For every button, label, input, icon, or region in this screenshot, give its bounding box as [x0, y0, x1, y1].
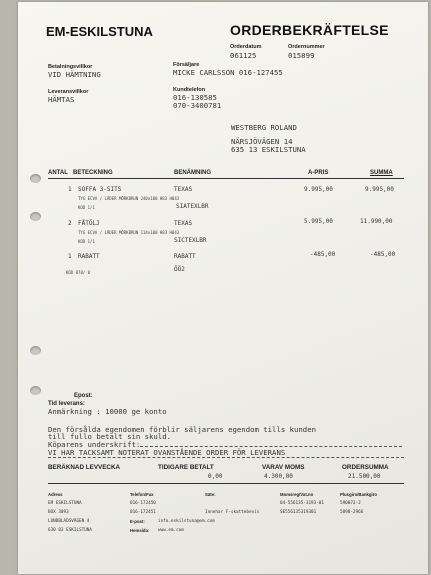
footer-plusgiro-2: 5890-2966: [340, 510, 364, 515]
col-apris: A-PRIS: [308, 170, 329, 176]
ownership-line1: Den försålda egendomen förblir säljarens egendom tills kunden: [48, 425, 316, 434]
totals-rule: [48, 483, 404, 484]
customer-city: 635 13 ESKILSTUNA: [231, 145, 306, 154]
footer-epost: info.eskilstuna@em.com: [158, 519, 215, 524]
footer-momsreg-label: Momsreg/Vat.no: [280, 492, 314, 497]
footer-sate-label: Säte:: [205, 492, 216, 497]
leveransvillkor-label: Leveransvillkor: [48, 89, 89, 95]
footer-adress-1: EM ESKILSTUNA: [48, 501, 82, 506]
kundtelefon-1: 016-130585: [173, 93, 217, 102]
saljare-label: Försäljare: [173, 62, 200, 68]
betalningsvillkor-value: VID HÄMTNING: [48, 70, 101, 79]
footer-plusgiro-1: 590073-2: [340, 501, 361, 506]
footer-momsreg-2: SE556135319301: [280, 510, 317, 515]
item-apris: 5.995,00: [304, 218, 333, 225]
item-summa: -485,00: [370, 251, 396, 258]
footer-epost-label: E-post:: [130, 519, 145, 524]
moms-label: VARAV MOMS: [262, 464, 305, 471]
orderdatum-value: 061125: [230, 51, 257, 60]
footer-fax: 016-172451: [130, 510, 156, 515]
saljare-value: MICKE CARLSSON 016-127455: [173, 68, 283, 77]
footer-telfax-label: Telefon/Fax: [130, 492, 154, 497]
punch-hole: [30, 386, 41, 395]
ordernummer-label: Ordernummer: [288, 44, 325, 50]
signature-line: [140, 446, 402, 447]
footer-adress-3: LUNDBLADSVÄGEN 4: [48, 519, 90, 524]
col-summa: SUMMA: [370, 170, 393, 176]
order-document: [18, 2, 428, 574]
confirmation-text: VI HAR TACKSAMT NOTERAT OVANSTÅENDE ORDER FÖR LEVERANS: [48, 448, 286, 457]
punch-hole: [30, 212, 41, 221]
punch-hole: [30, 346, 41, 355]
ordersumma-label: ORDERSUMMA: [342, 464, 389, 471]
company-name: EM-ESKILSTUNA: [46, 24, 153, 39]
orderdatum-label: Orderdatum: [230, 44, 262, 50]
customer-street: NÄRSJÖVÄGEN 14: [231, 137, 293, 146]
kundtelefon-2: 070-3400781: [173, 101, 222, 110]
anmarkning: Anmärkning : 10000 ge konto: [48, 407, 167, 416]
footer-hemsida-label: Hemsida:: [130, 528, 150, 533]
epost-label: Epost:: [74, 393, 93, 399]
document-title: ORDERBEKRÄFTELSE: [230, 22, 389, 38]
item-apris: 9.995,00: [304, 186, 333, 193]
footer-adress-4: 630 03 ESKILSTUNA: [48, 528, 92, 533]
item-benamning: TEXAS: [174, 220, 193, 227]
moms-value: 4.300,00: [264, 473, 293, 480]
kundtelefon-label: Kundtelefon: [173, 87, 206, 93]
customer-name: WESTBERG ROLAND: [231, 123, 297, 132]
leveransvillkor-value: HÄMTAS: [48, 95, 75, 104]
ordersumma-value: 21.500,00: [348, 473, 381, 480]
footer-adress-label: Adress: [48, 492, 63, 497]
item-kod: KOD 1/1: [78, 239, 95, 244]
col-beteckning: BETECKNING: [73, 170, 113, 176]
footer-adress-2: BOX 3093: [48, 510, 69, 515]
item-kod: KOD 070/ 0: [66, 270, 91, 275]
punch-hole: [30, 174, 41, 183]
item-code: ÖÖ2: [174, 266, 185, 273]
item-benamning: TEXAS: [174, 186, 193, 193]
tidigare-betalt-value: 0,00: [208, 473, 223, 480]
item-antal: 1: [68, 253, 72, 260]
item-antal: 1: [68, 186, 72, 193]
item-apris: -485,00: [310, 251, 336, 258]
footer-tel: 016-172450: [130, 501, 156, 506]
col-benamning: BENÄMNING: [174, 170, 211, 176]
col-antal: ANTAL: [48, 170, 68, 176]
item-antal: 2: [68, 220, 72, 227]
footer-plusgiro-label: Plusgiro/Bankgiro: [340, 492, 378, 497]
item-beteckning: SOFFA 3-SITS: [78, 186, 122, 193]
header-rule: [48, 178, 404, 179]
tidigare-betalt-label: TIDIGARE BETALT: [158, 464, 214, 471]
betalningsvillkor-label: Betalningsvillkor: [48, 64, 93, 70]
item-kod: KOD 1/1: [78, 205, 95, 210]
item-detail: TYG ECVA / LÄDER MÖRKBRUN 114x100 H83 H043: [78, 230, 180, 235]
item-summa: 9.995,00: [365, 186, 394, 193]
tid-leverans-label: Tid leverans:: [48, 401, 85, 407]
item-summa: 11.990,00: [360, 218, 393, 225]
item-beteckning: RABATT: [78, 253, 100, 260]
item-code: SIATEXLBR: [176, 203, 209, 210]
footer-momsreg-1: 04-556135-3193-01: [280, 501, 324, 506]
item-detail: TYG ECVA / LÄDER MÖRKBRUN 240x100 H83 H043: [78, 196, 180, 201]
item-beteckning: FÅTÖLJ: [78, 220, 100, 227]
signature-label: Köparens underskrift:: [48, 440, 141, 449]
item-code: SICTEXLBR: [174, 237, 207, 244]
footer-fskatt: Innehar F-skattebevis: [205, 510, 260, 515]
item-benamning: RABATT: [174, 253, 196, 260]
ownership-line2: till fullo betalt sin skuld.: [48, 432, 172, 441]
separator-line: [48, 457, 404, 458]
ordernummer-value: 015899: [288, 51, 315, 60]
footer-hemsida: www.em.com: [158, 528, 184, 533]
levvecka-label: BERÄKNAD LEVVECKA: [48, 464, 121, 471]
